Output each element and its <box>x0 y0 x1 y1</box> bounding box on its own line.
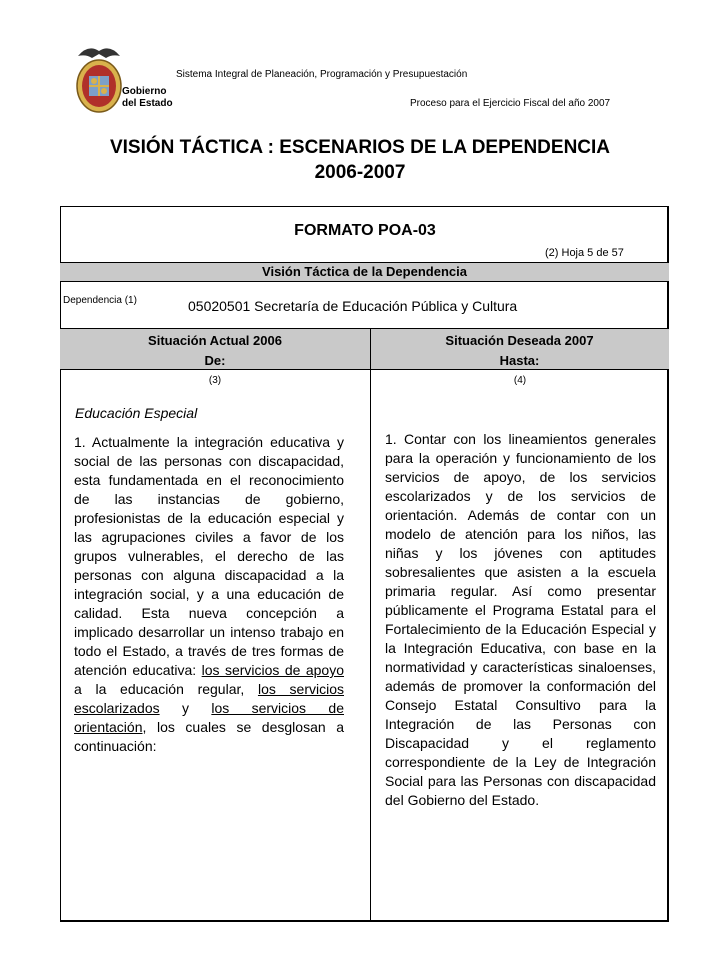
desired-situation-title: Situación Deseada 2007 <box>445 333 594 348</box>
page-title-line2: 2006-2007 <box>314 162 406 183</box>
left-column-number: (3) <box>208 375 222 386</box>
support-services-link: los servicios de apoyo <box>201 662 344 678</box>
government-label-line2: del Estado <box>122 98 173 109</box>
column-divider <box>370 328 371 922</box>
school-services-link: los servicios escolarizados <box>74 681 344 716</box>
sheet-number: (2) Hoja 5 de 57 <box>545 247 624 259</box>
section-title-bar: Visión Táctica de la Dependencia <box>60 262 669 282</box>
left-text-part4: , los cuales se desglosan a continuación: <box>74 719 344 754</box>
orientation-services-link: los servicios de orientación <box>74 700 344 735</box>
process-name: Proceso para el Ejercicio Fiscal del año 2007 <box>410 98 611 109</box>
government-label <box>122 86 173 110</box>
right-column-number: (4) <box>513 375 527 386</box>
desired-situation-text: 1. Contar con los lineamientos generales para la operación y funcionamiento de los servicios de apoyo, de los servicios escolarizados y de los servicios de orientación. Además de contar con un modelo de atención para los niños, las niñas y los jóvenes con aptitudes sobresalientes que asisten a la escuela primaria regular. Así como presentar públicamente el Programa Estatal para el Fortalecimiento de la Educación Especial y la Integración Educativa, con base en la normatividad y características sinaloenses, además de promover la conformación del Consejo Estatal Consultivo para la Integración de las Personas con Discapacidad y el reglamento correspondiente de la Ley de Integración Social para las Personas con discapacidad del Gobierno del Estado. <box>385 431 656 808</box>
current-situation-title: Situación Actual 2006 <box>148 333 282 348</box>
left-text-part2: a la educación regular, <box>74 681 258 697</box>
dependency-value: 05020501 Secretaría de Educación Pública y Cultura <box>188 298 518 314</box>
left-text-part1: 1. Actualmente la integración educativa y social de las personas con discapacidad, esta fundamentada en el reconocimiento de las instancias de gobierno, profesionistas de la educación especial y las agrupaciones civiles a favor de los grupos vulnerables, el derecho de las personas con alguna discapacidad a la integración social, y a una educación de calidad. Esta nueva concepción a implicado desarrollar un intenso trabajo en todo el Estado, a través de tres formas de atención educativa: <box>74 434 344 678</box>
desired-situation-to: Hasta: <box>499 353 540 368</box>
dependency-label: Dependencia (1) <box>63 295 137 306</box>
government-label-line1: Gobierno <box>122 86 167 97</box>
situation-header-bar <box>60 328 669 370</box>
page-title <box>40 135 680 185</box>
system-name: Sistema Integral de Planeación, Programación y Presupuestación <box>176 69 468 80</box>
current-situation-text <box>74 433 344 756</box>
left-heading: Educación Especial <box>75 405 198 421</box>
page-title-line1: VISIÓN TÁCTICA : ESCENARIOS DE LA DEPENDENCIA <box>109 137 611 158</box>
form-name: FORMATO POA-03 <box>294 222 436 239</box>
desired-situation-header <box>370 331 669 371</box>
current-situation-from: De: <box>204 353 226 368</box>
left-text-part3: y <box>159 700 212 716</box>
current-situation-header <box>60 331 370 371</box>
state-coat-of-arms-icon <box>72 42 126 116</box>
